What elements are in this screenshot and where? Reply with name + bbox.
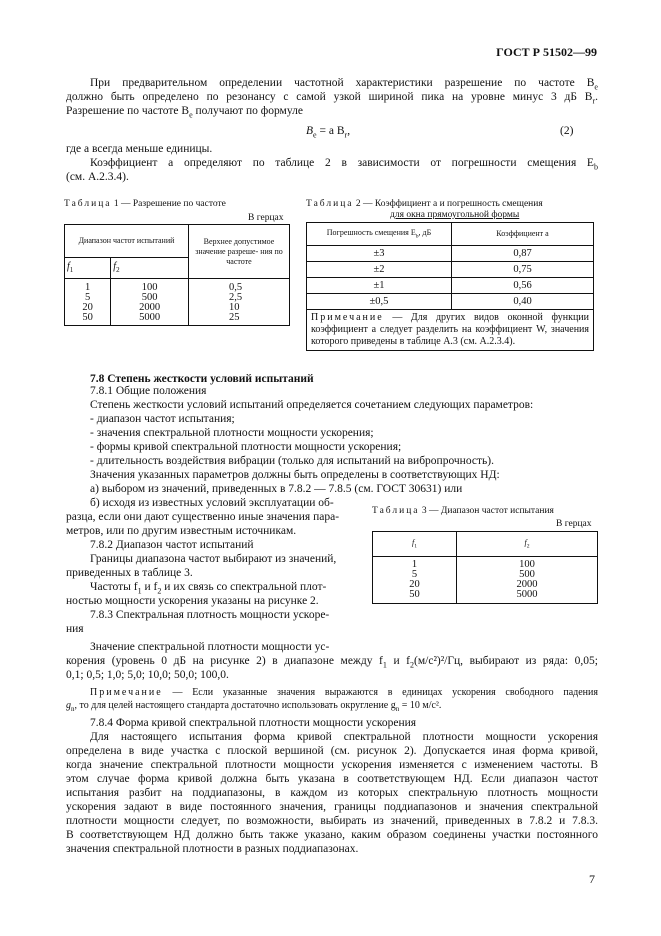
r782-line1: Границы диапазона частот выбирают из значений,	[90, 553, 337, 565]
option-a: а) выбором из значений, приведенных в 7.8.2 — 7.8.5 (см. ГОСТ 30631) или	[90, 483, 463, 495]
table3-col-f1: $f_1$	[373, 532, 457, 557]
table2-caption: Таблица 2 — Коэффициент a и погрешность смещения	[306, 199, 543, 209]
r783-line1: Значение спектральной плотности мощности ус-	[90, 641, 330, 653]
r784-line: В соответствующем НД должно быть также указано, каким образом соединены участки постоянного	[66, 829, 598, 841]
r784-line: когда значение спектральной плотности мощности ускорения изменяется с изменением частоты. В	[66, 759, 598, 771]
table3	[372, 531, 598, 604]
subsection-782: 7.8.2 Диапазон частот испытаний	[90, 539, 254, 551]
table1-units: В герцах	[248, 213, 284, 223]
table2-head-coef: Коэффициент a	[452, 223, 594, 246]
r784-line: плотности мощности следует, по возможности, выбирать из значений, приведенных в 7.8.2 и 7.8.3.	[66, 815, 598, 827]
r782-line2: приведенных в таблице 3.	[66, 567, 193, 579]
para1-line2: должно быть определено по резонансу с самой узкой шириной пика на уровне минус 3 дБ $B_r$.	[66, 91, 598, 106]
table2-head-error: Погрешность смещения $E_b$, дБ	[307, 223, 452, 246]
r784-line: Для настоящего испытания форма кривой спектральной плотности мощности ускорения	[90, 731, 598, 743]
r784-line: этом случае форма кривой должна быть указана в соответствующем НД. Если диапазон частот	[66, 773, 598, 785]
table3-caption: Таблица 3 — Диапазон частот испытания	[372, 506, 554, 516]
r783-line2: корения (уровень 0 дБ на рисунке 2) в диапазоне между $f_1$ и $f_2(м/с^2)^2/Гц$, выбирают из ряда: 0,05;	[66, 655, 598, 670]
table-row: 50 5000	[373, 590, 598, 604]
option-b-line2: разца, если они дают существенно иные значения пара-	[66, 511, 340, 523]
para3-line1: Коэффициент a определяют по таблице 2 в зависимости от погрешности смещения $E_b$	[90, 157, 598, 172]
r783-line3: 0,1; 0,5; 1,0; 5,0; 10,0; 50,0; 100,0.	[66, 669, 229, 681]
table2-note: Примечание — Для других видов оконной функции коэффициент a следует разделить на коэффициент W, значения которого приведены в таблице А.3 (см. А.2.3.4).	[307, 309, 594, 350]
para1-line1: При предварительном определении частотной характеристики разрешение по частоте $B_e$	[90, 77, 598, 92]
table3-units: В герцах	[556, 519, 592, 529]
values-intro: Значения указанных параметров должны быть определены в соответствующих НД:	[90, 469, 500, 481]
table1-head-range: Диапазон частот испытаний	[65, 225, 189, 258]
table1-col-f1: $f_1$	[65, 258, 111, 279]
para1-line3: Разрешение по частоте $B_e$ получают по формуле	[66, 105, 303, 120]
r784-line: ускорения задают в виде постоянного значения, границы поддиапазонов и значения спектральной	[66, 801, 598, 813]
option-b-line3: метров, или по другим известным источникам.	[66, 525, 297, 537]
formula-number: (2)	[560, 125, 574, 137]
option-b-line1: б) исходя из известных условий эксплуатации об-	[90, 497, 334, 509]
table-row: ±0,5 0,40	[307, 293, 594, 309]
table-row: ±2 0,75	[307, 261, 594, 277]
section-intro: Степень жесткости условий испытаний определяется сочетанием следующих параметров:	[90, 399, 534, 411]
list-item: - значения спектральной плотности мощности ускорения;	[90, 427, 374, 439]
table-row: ±1 0,56	[307, 277, 594, 293]
table1-caption: Таблица 1 — Разрешение по частоте	[64, 199, 226, 209]
r784-line: испытания разбит на поддиапазоны, в каждом из которых спектральную плотность мощности	[66, 787, 598, 799]
table2	[306, 222, 594, 351]
formula: $B_e = a$ $B_r$,	[306, 125, 351, 140]
table2-caption-line2: для окна прямоугольной формы	[390, 210, 520, 220]
table1-col-f2: $f_2$	[111, 258, 189, 279]
para2: где a всегда меньше единицы.	[66, 143, 213, 155]
note-783-line1: Примечание — Если указанные значения выражаются в единицах ускорения свободного падения	[90, 687, 598, 698]
table-row: 50 5000 25	[65, 313, 290, 326]
table-row: 1 100 0,5	[65, 279, 290, 294]
subsection-784: 7.8.4 Форма кривой спектральной плотности мощности ускорения	[90, 717, 417, 729]
table3-col-f2: $f_2$	[457, 532, 598, 557]
table1	[64, 224, 290, 326]
table-row: 20 2000	[373, 580, 598, 590]
table-row: 20 2000 10	[65, 303, 290, 313]
section-title: 7.8 Степень жесткости условий испытаний	[90, 373, 314, 385]
r782-line4: ностью мощности ускорения указаны на рисунке 2.	[66, 595, 319, 607]
list-item: - формы кривой спектральной плотности мощности ускорения;	[90, 441, 402, 453]
table-row: ±3 0,87	[307, 245, 594, 261]
list-item: - диапазон частот испытания;	[90, 413, 235, 425]
table-row: 5 500	[373, 570, 598, 580]
r784-line: определена в виде участка с плоской вершиной (см. рисунок 2). Допускается иная форма кривой,	[66, 745, 598, 757]
r784-line: значения спектральной плотности в разных поддиапазонах.	[66, 843, 359, 855]
subsection-783-line1: 7.8.3 Спектральная плотность мощности ускоре-	[90, 609, 330, 621]
subsection-783-line2: ния	[66, 623, 84, 635]
table-row: 1 100	[373, 557, 598, 571]
subsection-781: 7.8.1 Общие положения	[90, 385, 207, 397]
page-header: ГОСТ Р 51502—99	[496, 45, 597, 59]
note-783-line2: $g_n$, то для целей настоящего стандарта достаточно использовать округление $g_n = 10$ м/с².	[66, 700, 442, 713]
para3-line2: (см. А.2.3.4).	[66, 171, 129, 183]
list-item: - длительность воздействия вибрации (только для испытаний на вибропрочность).	[90, 455, 494, 467]
table1-head-limit: Верхнее допустимое значение разреше- ния по частоте	[189, 225, 290, 279]
page-number: 7	[589, 872, 595, 886]
table-row: 5 500 2,5	[65, 293, 290, 303]
r782-line3: Частоты $f_1$ и $f_2$ и их связь со спектральной плот-	[90, 581, 327, 596]
